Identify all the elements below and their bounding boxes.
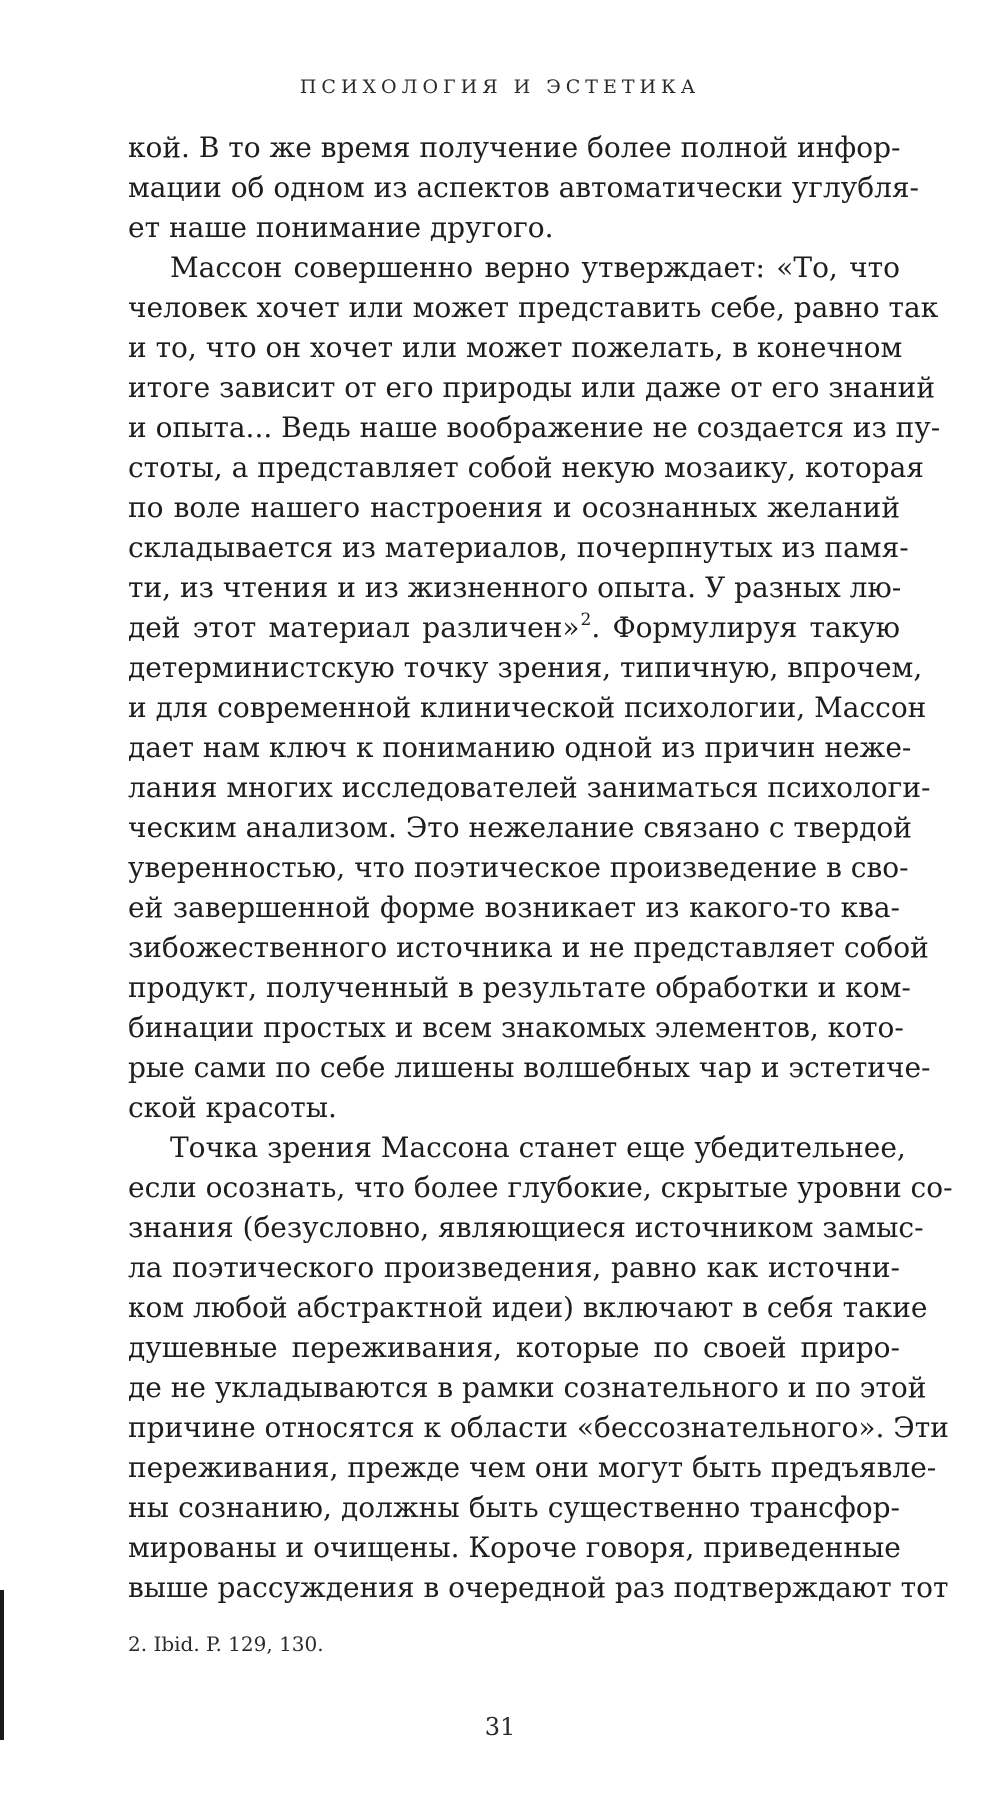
text-line: лания многих исследователей заниматься психологи- [128, 771, 931, 804]
text-line: бинации простых и всем знакомых элементов, кото- [128, 1011, 904, 1044]
text-line: и опыта... Ведь наше воображение не создается из пу- [128, 411, 941, 444]
text-line: ти, из чтения и из жизненного опыта. У разных лю- [128, 571, 902, 604]
text-line: уверенностью, что поэтическое произведение в сво- [128, 851, 909, 884]
text-line: знания (безусловно, являющиеся источником замыс- [128, 1211, 924, 1244]
text-line: ческим анализом. Это нежелание связано с твердой [128, 811, 912, 844]
text-line: причине относятся к области «бессознательного». Эти [128, 1411, 949, 1444]
text-line: переживания, прежде чем они могут быть предъявле- [128, 1451, 937, 1484]
text-line: ла поэтического произведения, равно как источни- [128, 1251, 900, 1284]
text-line: человек хочет или может представить себе, равно так [128, 291, 939, 324]
text-line: ны сознанию, должны быть существенно трансфор- [128, 1491, 900, 1524]
page-number: 31 [484, 1713, 516, 1741]
text-line-with-footnote-ref [128, 608, 900, 648]
text-line: рые сами по себе лишены волшебных чар и эстетиче- [128, 1051, 931, 1084]
text-line: Массон совершенно верно утверждает: «То, что [170, 251, 900, 284]
running-head: ПСИХОЛОГИЯ И ЭСТЕТИКА [299, 76, 701, 98]
text-line: выше рассуждения в очередной раз подтверждают тот [128, 1571, 949, 1604]
text-line: продукт, полученный в результате обработки и ком- [128, 971, 911, 1004]
text-line: ком любой абстрактной идеи) включают в себя такие [128, 1291, 928, 1324]
text-line: ет наше понимание другого. [128, 211, 554, 244]
body-text [128, 128, 953, 1608]
text-line: Точка зрения Массона станет еще убедительнее, [170, 1131, 906, 1164]
text-line: ской красоты. [128, 1091, 337, 1124]
text-segment: дей этот материал различен» [128, 611, 580, 644]
footnote-reference: 2 [580, 610, 592, 630]
text-line: де не укладываются в рамки сознательного и по этой [128, 1371, 927, 1404]
text-line: складывается из материалов, почерпнутых из памя- [128, 531, 909, 564]
text-line: мированы и очищены. Короче говоря, приведенные [128, 1531, 901, 1564]
text-line: стоты, а представляет собой некую мозаику, которая [128, 451, 924, 484]
text-line: душевные переживания, которые по своей приро- [128, 1331, 900, 1364]
page-edge-shadow [0, 1590, 4, 1740]
text-line: кой. В то же время получение более полной инфор- [128, 131, 901, 164]
text-line: дает нам ключ к пониманию одной из причин неже- [128, 731, 912, 764]
text-line: итоге зависит от его природы или даже от его знаний [128, 371, 936, 404]
text-segment: . Формулируя такую [591, 611, 900, 644]
text-line: зибожественного источника и не представляет собой [128, 931, 929, 964]
text-line: по воле нашего настроения и осознанных желаний [128, 491, 900, 524]
text-line: детерминистскую точку зрения, типичную, впрочем, [128, 651, 923, 684]
text-line: если осознать, что более глубокие, скрытые уровни со- [128, 1171, 953, 1204]
text-line: и то, что он хочет или может пожелать, в конечном [128, 331, 903, 364]
text-line: и для современной клинической психологии, Массон [128, 691, 927, 724]
footnote: 2. Ibid. P. 129, 130. [128, 1632, 324, 1656]
text-line: мации об одном из аспектов автоматически углубля- [128, 171, 919, 204]
text-line: ей завершенной форме возникает из какого-то ква- [128, 891, 900, 924]
